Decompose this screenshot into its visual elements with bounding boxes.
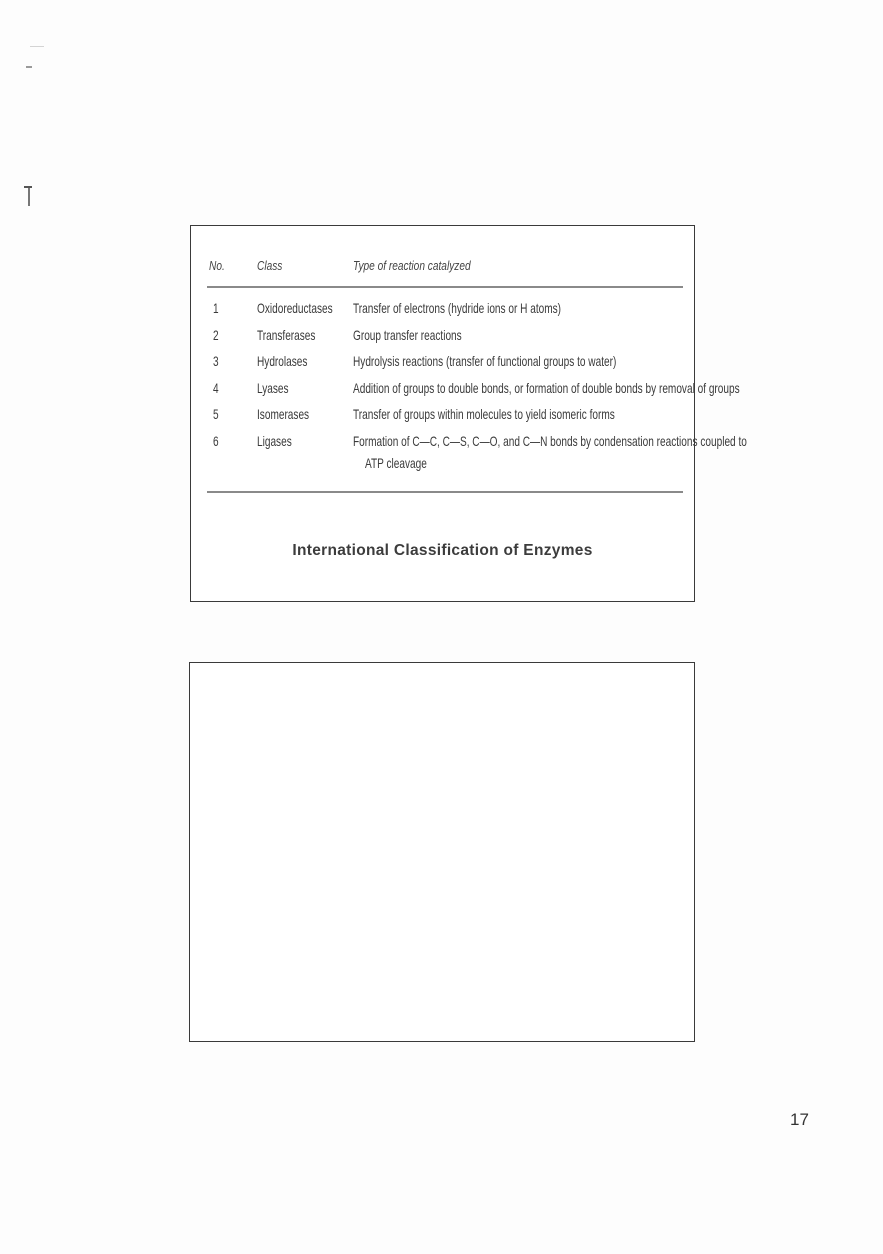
page-number: 17 bbox=[790, 1110, 809, 1129]
header-type: Type of reaction catalyzed bbox=[353, 258, 471, 273]
row-class: Hydrolases bbox=[257, 353, 308, 369]
row-no: 1 bbox=[213, 300, 219, 316]
table-row bbox=[207, 432, 747, 471]
row-type: Addition of groups to double bonds, or formation of double bonds by removal of groups bbox=[353, 379, 740, 396]
slide-enzyme-classification bbox=[190, 225, 747, 602]
header-class: Class bbox=[257, 258, 283, 273]
row-type: Transfer of groups within molecules to yield isomeric forms bbox=[353, 406, 615, 422]
table-row bbox=[207, 353, 683, 380]
row-type: Transfer of electrons (hydride ions or H atoms) bbox=[353, 300, 562, 316]
row-no: 3 bbox=[213, 353, 219, 369]
table-header bbox=[207, 254, 683, 288]
scan-mark bbox=[30, 46, 44, 47]
row-type: Group transfer reactions bbox=[353, 326, 462, 343]
row-no: 4 bbox=[213, 379, 219, 396]
row-no: 2 bbox=[213, 326, 219, 343]
row-no: 5 bbox=[213, 406, 219, 422]
table-row bbox=[207, 379, 740, 407]
row-class: Isomerases bbox=[257, 406, 310, 422]
row-type-continuation: ATP cleavage bbox=[365, 454, 427, 471]
header-no: No. bbox=[209, 258, 225, 273]
slide-caption: International Classification of Enzymes bbox=[292, 542, 593, 559]
row-no: 6 bbox=[213, 432, 219, 449]
row-class: Transferases bbox=[257, 326, 316, 343]
scan-mark bbox=[26, 66, 32, 68]
row-class: Lyases bbox=[257, 379, 289, 396]
row-type: Formation of C—C, C—S, C—O, and C—N bonds by condensation reactions coupled to bbox=[353, 432, 747, 449]
enzyme-class-table bbox=[207, 254, 747, 471]
row-class: Oxidoreductases bbox=[257, 300, 333, 316]
scan-mark bbox=[28, 188, 30, 206]
table-row bbox=[207, 300, 683, 327]
blank-slide-frame bbox=[189, 662, 695, 1042]
row-type: Hydrolysis reactions (transfer of functional groups to water) bbox=[353, 353, 617, 369]
table-row bbox=[207, 327, 683, 354]
table-body bbox=[207, 288, 747, 471]
table-row bbox=[207, 406, 683, 433]
table-bottom-rule bbox=[207, 491, 683, 493]
row-class: Ligases bbox=[257, 432, 292, 449]
